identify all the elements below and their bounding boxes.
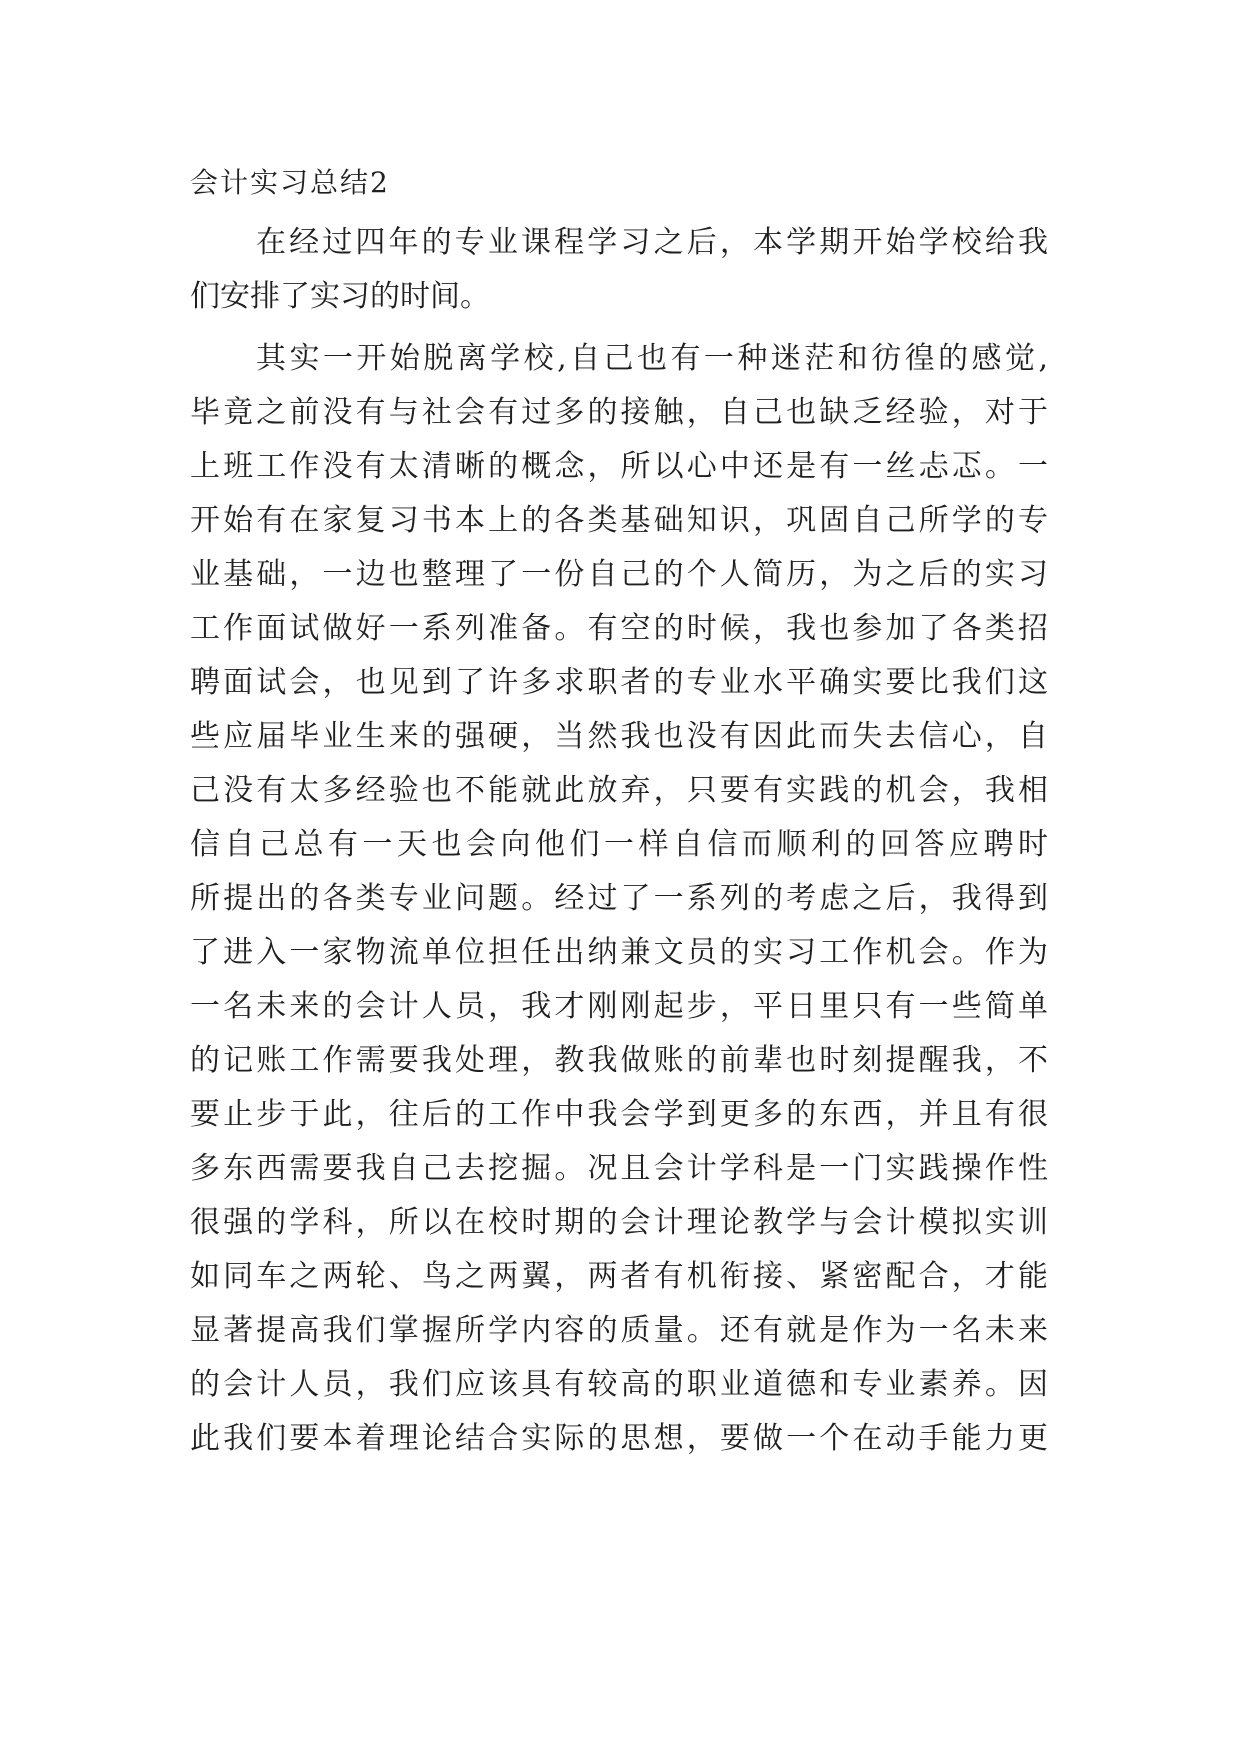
- paragraph-2-line: 业基础，一边也整理了一份自己的个人简历，为之后的实习: [190, 557, 1048, 592]
- paragraph-1-line: 们安排了实习的时间。: [190, 279, 490, 314]
- paragraph-2-line: 毕竟之前没有与社会有过多的接触，自己也缺乏经验，对于: [190, 395, 1048, 430]
- paragraph-2-line: 显著提高我们掌握所学内容的质量。还有就是作为一名未来: [190, 1313, 1048, 1348]
- paragraph-2-line: 一名未来的会计人员，我才刚刚起步，平日里只有一些简单: [190, 989, 1048, 1024]
- paragraph-2-line: 此我们要本着理论结合实际的思想，要做一个在动手能力更: [190, 1421, 1048, 1456]
- paragraph-2-line: 很强的学科，所以在校时期的会计理论教学与会计模拟实训: [190, 1205, 1048, 1240]
- paragraph-2-line: 了进入一家物流单位担任出纳兼文员的实习工作机会。作为: [190, 935, 1048, 970]
- paragraph-2-line: 多东西需要我自己去挖掘。况且会计学科是一门实践操作性: [190, 1151, 1048, 1186]
- document-title: 会计实习总结2: [190, 166, 390, 199]
- paragraph-2-line: 上班工作没有太清晰的概念，所以心中还是有一丝忐忑。一: [190, 449, 1048, 484]
- paragraph-2-line: 信自己总有一天也会向他们一样自信而顺利的回答应聘时: [190, 827, 1048, 862]
- paragraph-1-line: 在经过四年的专业课程学习之后，本学期开始学校给我: [256, 225, 1048, 260]
- paragraph-2-line: 己没有太多经验也不能就此放弃，只要有实践的机会，我相: [190, 773, 1048, 808]
- paragraph-2-line: 要止步于此，往后的工作中我会学到更多的东西，并且有很: [190, 1097, 1048, 1132]
- paragraph-2-line: 些应届毕业生来的强硬，当然我也没有因此而失去信心，自: [190, 719, 1048, 754]
- paragraph-2-line: 所提出的各类专业问题。经过了一系列的考虑之后，我得到: [190, 881, 1048, 916]
- paragraph-2-line: 开始有在家复习书本上的各类基础知识，巩固自己所学的专: [190, 503, 1048, 538]
- paragraph-2-line: 的会计人员，我们应该具有较高的职业道德和专业素养。因: [190, 1367, 1048, 1402]
- paragraph-2-line: 的记账工作需要我处理，教我做账的前辈也时刻提醒我，不: [190, 1043, 1048, 1078]
- paragraph-2-line: 如同车之两轮、鸟之两翼，两者有机衔接、紧密配合，才能: [190, 1259, 1048, 1294]
- paragraph-2-line: 聘面试会，也见到了许多求职者的专业水平确实要比我们这: [190, 665, 1048, 700]
- paragraph-2-line: 其实一开始脱离学校,自己也有一种迷茫和彷徨的感觉,: [256, 341, 1048, 376]
- paragraph-2-line: 工作面试做好一系列准备。有空的时候，我也参加了各类招: [190, 611, 1048, 646]
